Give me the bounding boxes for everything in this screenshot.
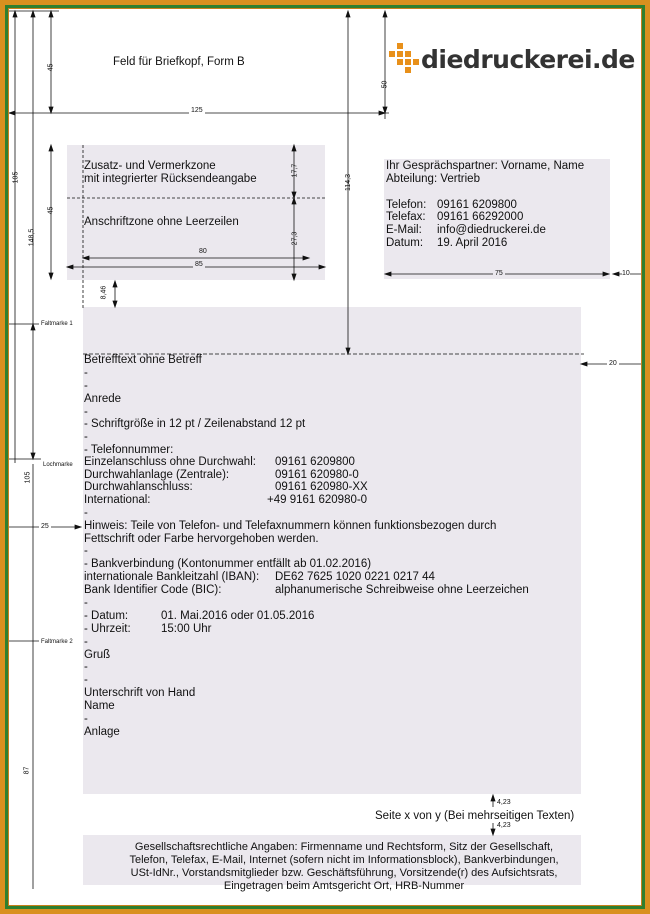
international-label: International: [84,494,151,506]
footer-line-3: USt-IdNr., Vorstandsmitglieder bzw. Geschäftsführung, Vorsitzende(r) des Aufsichtsrats, [130,867,558,879]
briefkopf-label: Feld für Briefkopf, Form B [113,56,245,68]
info-line-2: Abteilung: Vertrieb [386,173,480,185]
dim-87: 87 [23,766,31,775]
international-value: +49 9161 620980-0 [267,494,368,506]
unterschrift: Unterschrift von Hand [84,687,196,699]
bankverbindung: - Bankverbindung (Kontonummer entfällt ab 01.02.2016) [84,558,372,570]
info-email-label: E-Mail: [386,224,422,236]
dash-7: - [84,597,88,609]
dim-85: 85 [195,261,203,268]
dim-148-5: 148,5 [28,228,36,247]
info-phone-value: 09161 6209800 [437,199,517,211]
anschrift-label: Anschriftzone ohne Leerzeilen [84,216,239,228]
iban-value: DE62 7625 1020 0221 0217 44 [275,571,435,583]
dash-1: - [84,367,88,379]
info-email-value: info@diedruckerei.de [437,224,546,236]
dash-6: - [84,545,88,557]
zusatz-line-1: Zusatz- und Vermerkzone [84,160,216,172]
iban-label: internationale Bankleitzahl (IBAN): [84,571,260,583]
logo-text: diedruckerei.de [421,45,635,74]
name: Name [84,700,115,712]
durchwahlanlage-value: 09161 620980-0 [275,469,359,481]
falzmarke-2-label: Faltmarke 2 [41,639,73,645]
dim-75: 75 [495,270,503,277]
dim-17-7: 17,7 [291,163,299,178]
footer-text [99,841,589,893]
falzmarke-1-label: Faltmarke 1 [41,321,73,327]
info-phone-label: Telefon: [386,199,427,211]
footer-line-4: Eingetragen beim Amtsgericht Ort, HRB-Nummer [223,880,465,892]
telefonnummer: - Telefonnummer: [84,444,174,456]
anlage: Anlage [84,726,120,738]
hinweis-line-2: Fettschrift oder Farbe hervorgehoben werden. [84,533,319,545]
dash-4: - [84,431,88,443]
dim-45-top: 45 [47,63,55,72]
footer-line-1: Gesellschaftsrechtliche Angaben: Firmenname und Rechtsform, Sitz der Gesellschaft, [134,841,554,853]
bic-value: alphanumerische Schreibweise ohne Leerzeichen [275,584,529,596]
info-fax-label: Telefax: [386,211,426,223]
betreff: Betrefftext ohne Betreff [84,354,202,366]
dash-2: - [84,380,88,392]
dim-105-bottom: 105 [24,471,32,484]
gruss: Gruß [84,649,111,661]
dim-125: 125 [191,107,203,114]
dash-9: - [84,661,88,673]
schriftgroesse: - Schriftgröße in 12 pt / Zeilenabstand 12 pt [84,418,306,430]
info-date-label: Datum: [386,237,424,249]
durchwahlanlage-label: Durchwahlanlage (Zentrale): [84,469,230,481]
dim-20: 20 [609,360,617,367]
einzel-value: 09161 6209800 [275,456,355,468]
einzel-label: Einzelanschluss ohne Durchwahl: [84,456,256,468]
letter-template-page [9,9,641,905]
info-line-1: Ihr Gesprächspartner: Vorname, Name [386,160,585,172]
seite-label: Seite x von y (Bei mehrseitigen Texten) [375,810,575,822]
dash-8: - [84,636,88,648]
dash-3: - [84,406,88,418]
dim-27-3: 27,3 [291,231,299,246]
durchwahlanschluss-label: Durchwahlanschluss: [84,481,193,493]
dash-5: - [84,507,88,519]
dim-105-top: 105 [12,171,20,184]
dash-10: - [84,674,88,686]
footer-line-2: Telefon, Telefax, E-Mail, Internet (sofern nicht im Informationsblock), Bankverbindungen, [129,854,559,866]
dim-114-3: 114,3 [345,174,352,191]
dim-4-23-top: 4,23 [497,799,511,806]
dim-10: 10 [622,270,630,277]
uhrzeit-value: 15:00 Uhr [161,623,212,635]
info-fax-value: 09161 66292000 [437,211,524,223]
info-date-value: 19. April 2016 [437,237,508,249]
dim-45-mid: 45 [47,206,55,215]
dim-25: 25 [41,523,49,530]
dash-11: - [84,713,88,725]
bic-label: Bank Identifier Code (BIC): [84,584,222,596]
dim-50: 50 [381,80,389,89]
logo-icon [389,43,419,75]
dim-80: 80 [199,248,207,255]
lochmarke-label: Lochmarke [43,462,73,468]
zusatz-line-2: mit integrierter Rücksendeangabe [84,173,257,185]
dim-8-46: 8,46 [100,285,108,300]
hinweis-line-1: Hinweis: Teile von Telefon- und Telefaxnummern können funktionsbezogen durch [84,520,497,532]
anrede: Anrede [84,393,122,405]
datum-label: - Datum: [84,610,129,622]
datum-value: 01. Mai.2016 oder 01.05.2016 [161,610,315,622]
dim-4-23-bottom: 4,23 [497,822,511,829]
durchwahlanschluss-value: 09161 620980-XX [275,481,368,493]
uhrzeit-label: - Uhrzeit: [84,623,131,635]
